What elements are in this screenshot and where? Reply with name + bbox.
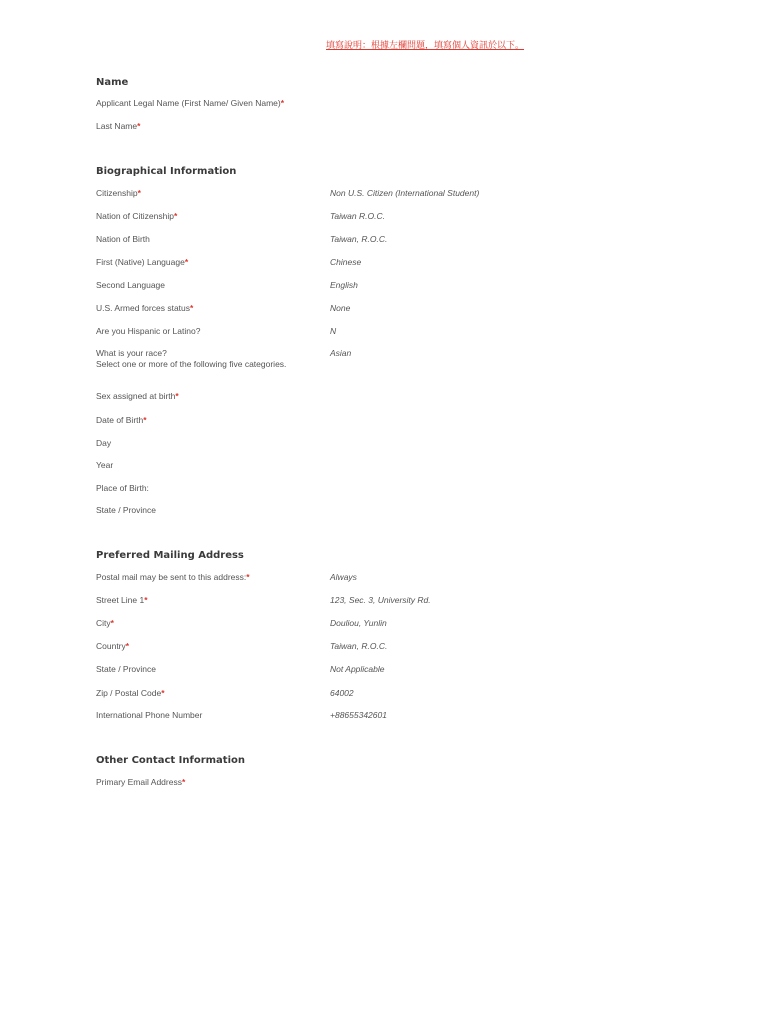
field-label-text: Select one or more of the following five categories.	[96, 358, 287, 369]
instruction-note: 填寫說明：根據左欄問題，填寫個人資訊於以下。	[326, 41, 525, 51]
field-value: None	[330, 303, 351, 313]
field-value: Douliou, Yunlin	[330, 618, 387, 628]
field-label	[96, 483, 311, 494]
section-title-mailing-address: Preferred Mailing Address	[96, 550, 244, 561]
field-label	[96, 438, 311, 449]
field-label	[96, 188, 311, 199]
field-value: 64002	[330, 688, 354, 698]
field-value: English	[330, 280, 358, 290]
field-label	[96, 234, 311, 245]
field-value: Taiwan R.O.C.	[330, 211, 385, 221]
field-label-text: City	[96, 618, 111, 628]
field-label	[96, 572, 311, 583]
required-asterisk: *	[161, 688, 165, 698]
field-label	[96, 710, 311, 721]
field-label	[96, 257, 311, 268]
field-label-text: Country	[96, 641, 126, 651]
required-asterisk: *	[125, 641, 130, 651]
field-label-text: International Phone Number	[96, 710, 203, 720]
field-value: Chinese	[330, 257, 362, 267]
field-value: Taiwan, R.O.C.	[330, 641, 388, 651]
field-label-text: Primary Email Address	[96, 777, 182, 787]
field-label-text: What is your race?	[96, 348, 167, 358]
field-label	[96, 664, 311, 675]
field-label	[96, 303, 311, 314]
field-label	[96, 641, 311, 652]
required-asterisk: *	[110, 618, 114, 628]
field-label-text: Nation of Birth	[96, 234, 150, 244]
required-asterisk: *	[143, 415, 147, 425]
field-label-text: Are you Hispanic or Latino?	[96, 326, 201, 336]
field-label	[96, 505, 311, 516]
field-label-text: Zip / Postal Code	[96, 688, 162, 698]
field-label-text: Last Name	[96, 121, 138, 131]
field-value: +88655342601	[330, 710, 387, 720]
field-value: N	[330, 326, 337, 336]
field-label-text: Second Language	[96, 280, 166, 290]
field-label-text: Nation of Citizenship	[96, 211, 174, 221]
field-label	[96, 326, 311, 337]
field-label	[96, 777, 311, 788]
field-label-text: State / Province	[96, 664, 157, 674]
field-label-text: Postal mail may be sent to this address:	[96, 572, 247, 582]
field-label	[96, 618, 311, 629]
field-label	[96, 98, 311, 109]
field-label-text: State / Province	[96, 505, 157, 515]
field-label-text: Sex assigned at birth	[96, 391, 176, 401]
field-label-text: Date of Birth	[96, 415, 144, 425]
section-title-name: Name	[96, 77, 129, 88]
required-asterisk: *	[144, 595, 148, 605]
field-label	[96, 688, 311, 699]
required-asterisk: *	[137, 188, 141, 198]
field-value: 123, Sec. 3, University Rd.	[330, 595, 431, 605]
section-title-biographical: Biographical Information	[96, 166, 237, 177]
required-asterisk: *	[280, 98, 285, 108]
required-asterisk: *	[190, 303, 194, 313]
field-label-text: Year	[96, 460, 114, 470]
field-label	[96, 415, 311, 426]
field-label-text: U.S. Armed forces status	[96, 303, 191, 313]
field-value: Asian	[330, 348, 352, 358]
field-label-text: Place of Birth:	[96, 483, 149, 493]
required-asterisk: *	[181, 777, 186, 787]
field-label-text: Day	[96, 438, 112, 448]
field-label	[96, 280, 311, 291]
field-label-text: First (Native) Language	[96, 257, 185, 267]
required-asterisk: *	[246, 572, 250, 582]
field-label	[96, 460, 311, 471]
field-label	[96, 121, 311, 132]
required-asterisk: *	[173, 211, 178, 221]
field-label	[96, 391, 311, 402]
field-label-text: Street Line 1	[96, 595, 145, 605]
field-value: Taiwan, R.O.C.	[330, 234, 388, 244]
required-asterisk: *	[175, 391, 179, 401]
field-value: Not Applicable	[330, 664, 385, 674]
field-label	[96, 211, 311, 222]
field-label-text: Applicant Legal Name (First Name/ Given Name)	[96, 98, 281, 108]
field-label-text: Citizenship	[96, 188, 138, 198]
required-asterisk: *	[137, 121, 141, 131]
field-value: Always	[330, 572, 357, 582]
field-label	[96, 595, 311, 606]
field-value: Non U.S. Citizen (International Student)	[330, 188, 480, 198]
required-asterisk: *	[184, 257, 189, 267]
section-title-contact: Other Contact Information	[96, 755, 245, 766]
field-label	[96, 348, 311, 369]
